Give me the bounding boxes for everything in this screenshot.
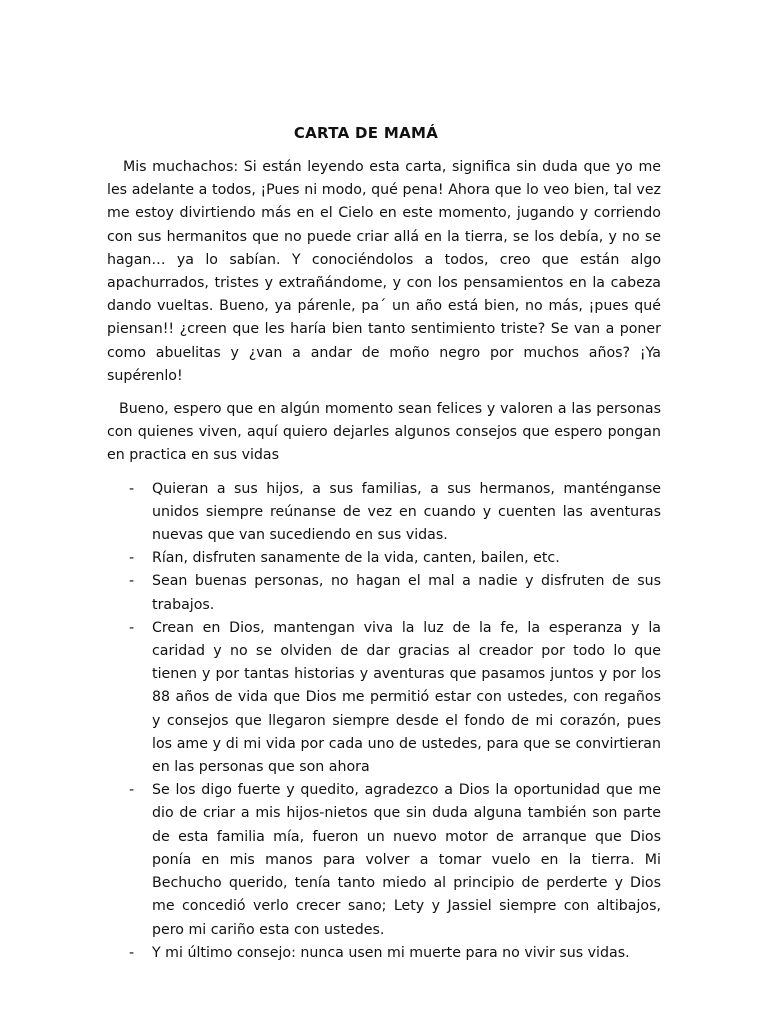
- letter-page: [107, 124, 661, 965]
- advice-item: [107, 942, 661, 965]
- advice-item: [107, 478, 661, 548]
- bullet-dash: -: [129, 480, 135, 497]
- advice-text: Y mi último consejo: nunca usen mi muerte para no vivir sus vidas.: [152, 944, 630, 961]
- letter-title: CARTA DE MAMÁ: [293, 124, 439, 142]
- advice-item: [107, 547, 661, 570]
- bullet-dash: -: [129, 619, 135, 636]
- advice-text: Crean en Dios, mantengan viva la luz de la fe, la esperanza y la caridad y no se olviden de dar gracias al creador por todo lo que tienen y por tantas historias y aventuras que pasamos juntos y por los 88 años de vida que Dios me permitió estar con ustedes, con regaños y consejos que llegaron siempre desde el fondo de mi corazón, pues los ame y di mi vida por cada uno de ustedes, para que se convirtieran en las personas que son ahora: [152, 619, 661, 776]
- advice-text: Rían, disfruten sanamente de la vida, canten, bailen, etc.: [152, 550, 560, 567]
- letter-paragraph-1: Mis muchachos: Si están leyendo esta carta, significa sin duda que yo me les adelante a todos, ¡Pues ni modo, qué pena! Ahora que lo veo bien, tal vez me estoy divirtiendo más en el Cielo en este momento, jugando y corriendo con sus hermanitos que no puede criar allá en la tierra, se los debía, y no se hagan… ya lo sabían. Y conociéndolos a todos, creo que están algo apachurrados, tristes y extrañándome, y con los pensamientos en la cabeza dando vueltas. Bueno, ya párenle, pa´ un año está bien, no más, ¡pues qué piensan!! ¿creen que les haría bien tanto sentimiento triste? Se van a poner como abuelitas y ¿van a andar de moño negro por muchos años? ¡Ya supérenlo!: [107, 159, 661, 384]
- letter-paragraph-2: Bueno, espero que en algún momento sean felices y valoren a las personas con quienes viven, aquí quiero dejarles algunos consejos que espero pongan en practica en sus vidas: [107, 401, 661, 464]
- advice-list: [107, 478, 661, 965]
- bullet-dash: -: [129, 550, 135, 567]
- advice-item: [107, 570, 661, 616]
- bullet-dash: -: [129, 573, 135, 590]
- advice-item: [107, 779, 661, 941]
- advice-item: [107, 617, 661, 779]
- advice-text: Quieran a sus hijos, a sus familias, a sus hermanos, manténganse unidos siempre reúnanse de vez en cuando y cuenten las aventuras nuevas que van sucediendo en sus vidas.: [152, 480, 661, 544]
- advice-text: Sean buenas personas, no hagan el mal a nadie y disfruten de sus trabajos.: [152, 573, 661, 613]
- advice-text: Se los digo fuerte y quedito, agradezco a Dios la oportunidad que me dio de criar a mis hijos-nietos que sin duda alguna también son parte de esta familia mía, fueron un nuevo motor de arranque que Dios ponía en mis manos para volver a tomar vuelo en la tierra. Mi Bechucho querido, tenía tanto miedo al principio de perderte y Dios me concedió verlo crecer sano; Lety y Jassiel siempre con altibajos, pero mi cariño esta con ustedes.: [152, 782, 661, 938]
- bullet-dash: -: [129, 944, 135, 961]
- bullet-dash: -: [129, 782, 135, 799]
